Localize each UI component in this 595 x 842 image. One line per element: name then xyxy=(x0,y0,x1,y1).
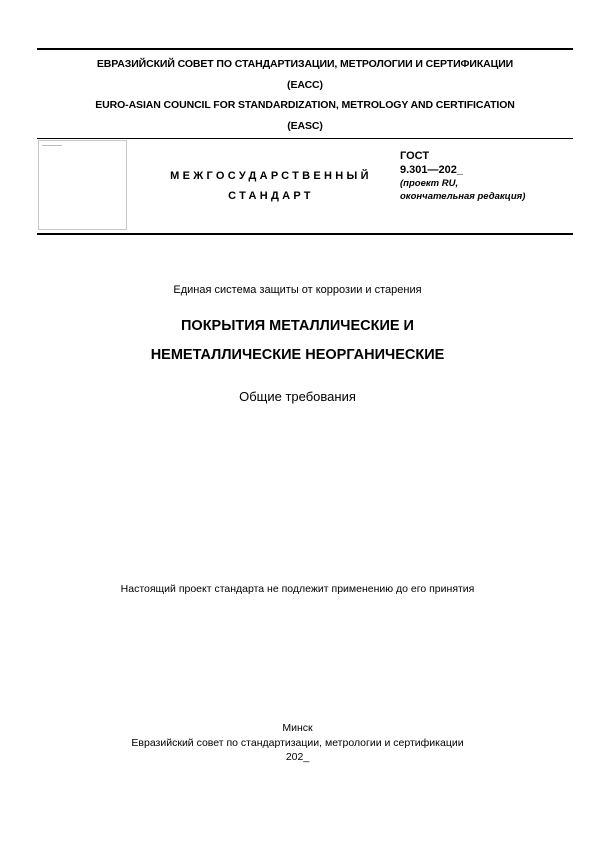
top-rule xyxy=(37,48,573,50)
council-abbr-en: (EASC) xyxy=(287,120,323,132)
gost-label: ГОСТ xyxy=(400,150,430,162)
footer-city: Минск xyxy=(282,722,313,734)
document-title-line2: НЕМЕТАЛЛИЧЕСКИЕ НЕОРГАНИЧЕСКИЕ xyxy=(150,347,445,363)
council-name-ru: ЕВРАЗИЙСКИЙ СОВЕТ ПО СТАНДАРТИЗАЦИИ, МЕТРОЛОГИИ И СЕРТИФИКАЦИИ xyxy=(96,58,514,70)
bottom-rule xyxy=(37,233,573,235)
draft-note-line1: (проект RU, xyxy=(400,178,459,189)
standard-type-line1: МЕЖГОСУДАРСТВЕННЫЙ xyxy=(170,170,372,182)
gost-number: 9.301—202_ xyxy=(400,164,463,176)
footer-publisher: Евразийский совет по стандартизации, метрологии и сертификации xyxy=(131,737,464,749)
gost-designation xyxy=(400,149,525,203)
standard-series: Единая система защиты от коррозии и старения xyxy=(173,284,422,296)
draft-notice: Настоящий проект стандарта не подлежит применению до его принятия xyxy=(120,583,475,595)
document-subtitle: Общие требования xyxy=(239,389,356,404)
draft-note-line2: окончательная редакция) xyxy=(400,191,526,202)
logo-mark xyxy=(42,145,62,146)
footer-year: 202_ xyxy=(285,751,310,763)
middle-rule xyxy=(37,138,573,139)
logo-placeholder xyxy=(38,140,127,230)
standard-type-line2: СТАНДАРТ xyxy=(228,190,314,202)
council-name-en: EURO-ASIAN COUNCIL FOR STANDARDIZATION, METROLOGY AND CERTIFICATION xyxy=(95,99,515,111)
document-title-line1: ПОКРЫТИЯ МЕТАЛЛИЧЕСКИЕ И xyxy=(181,318,414,334)
council-abbr-ru: (ЕАСС) xyxy=(287,79,323,91)
